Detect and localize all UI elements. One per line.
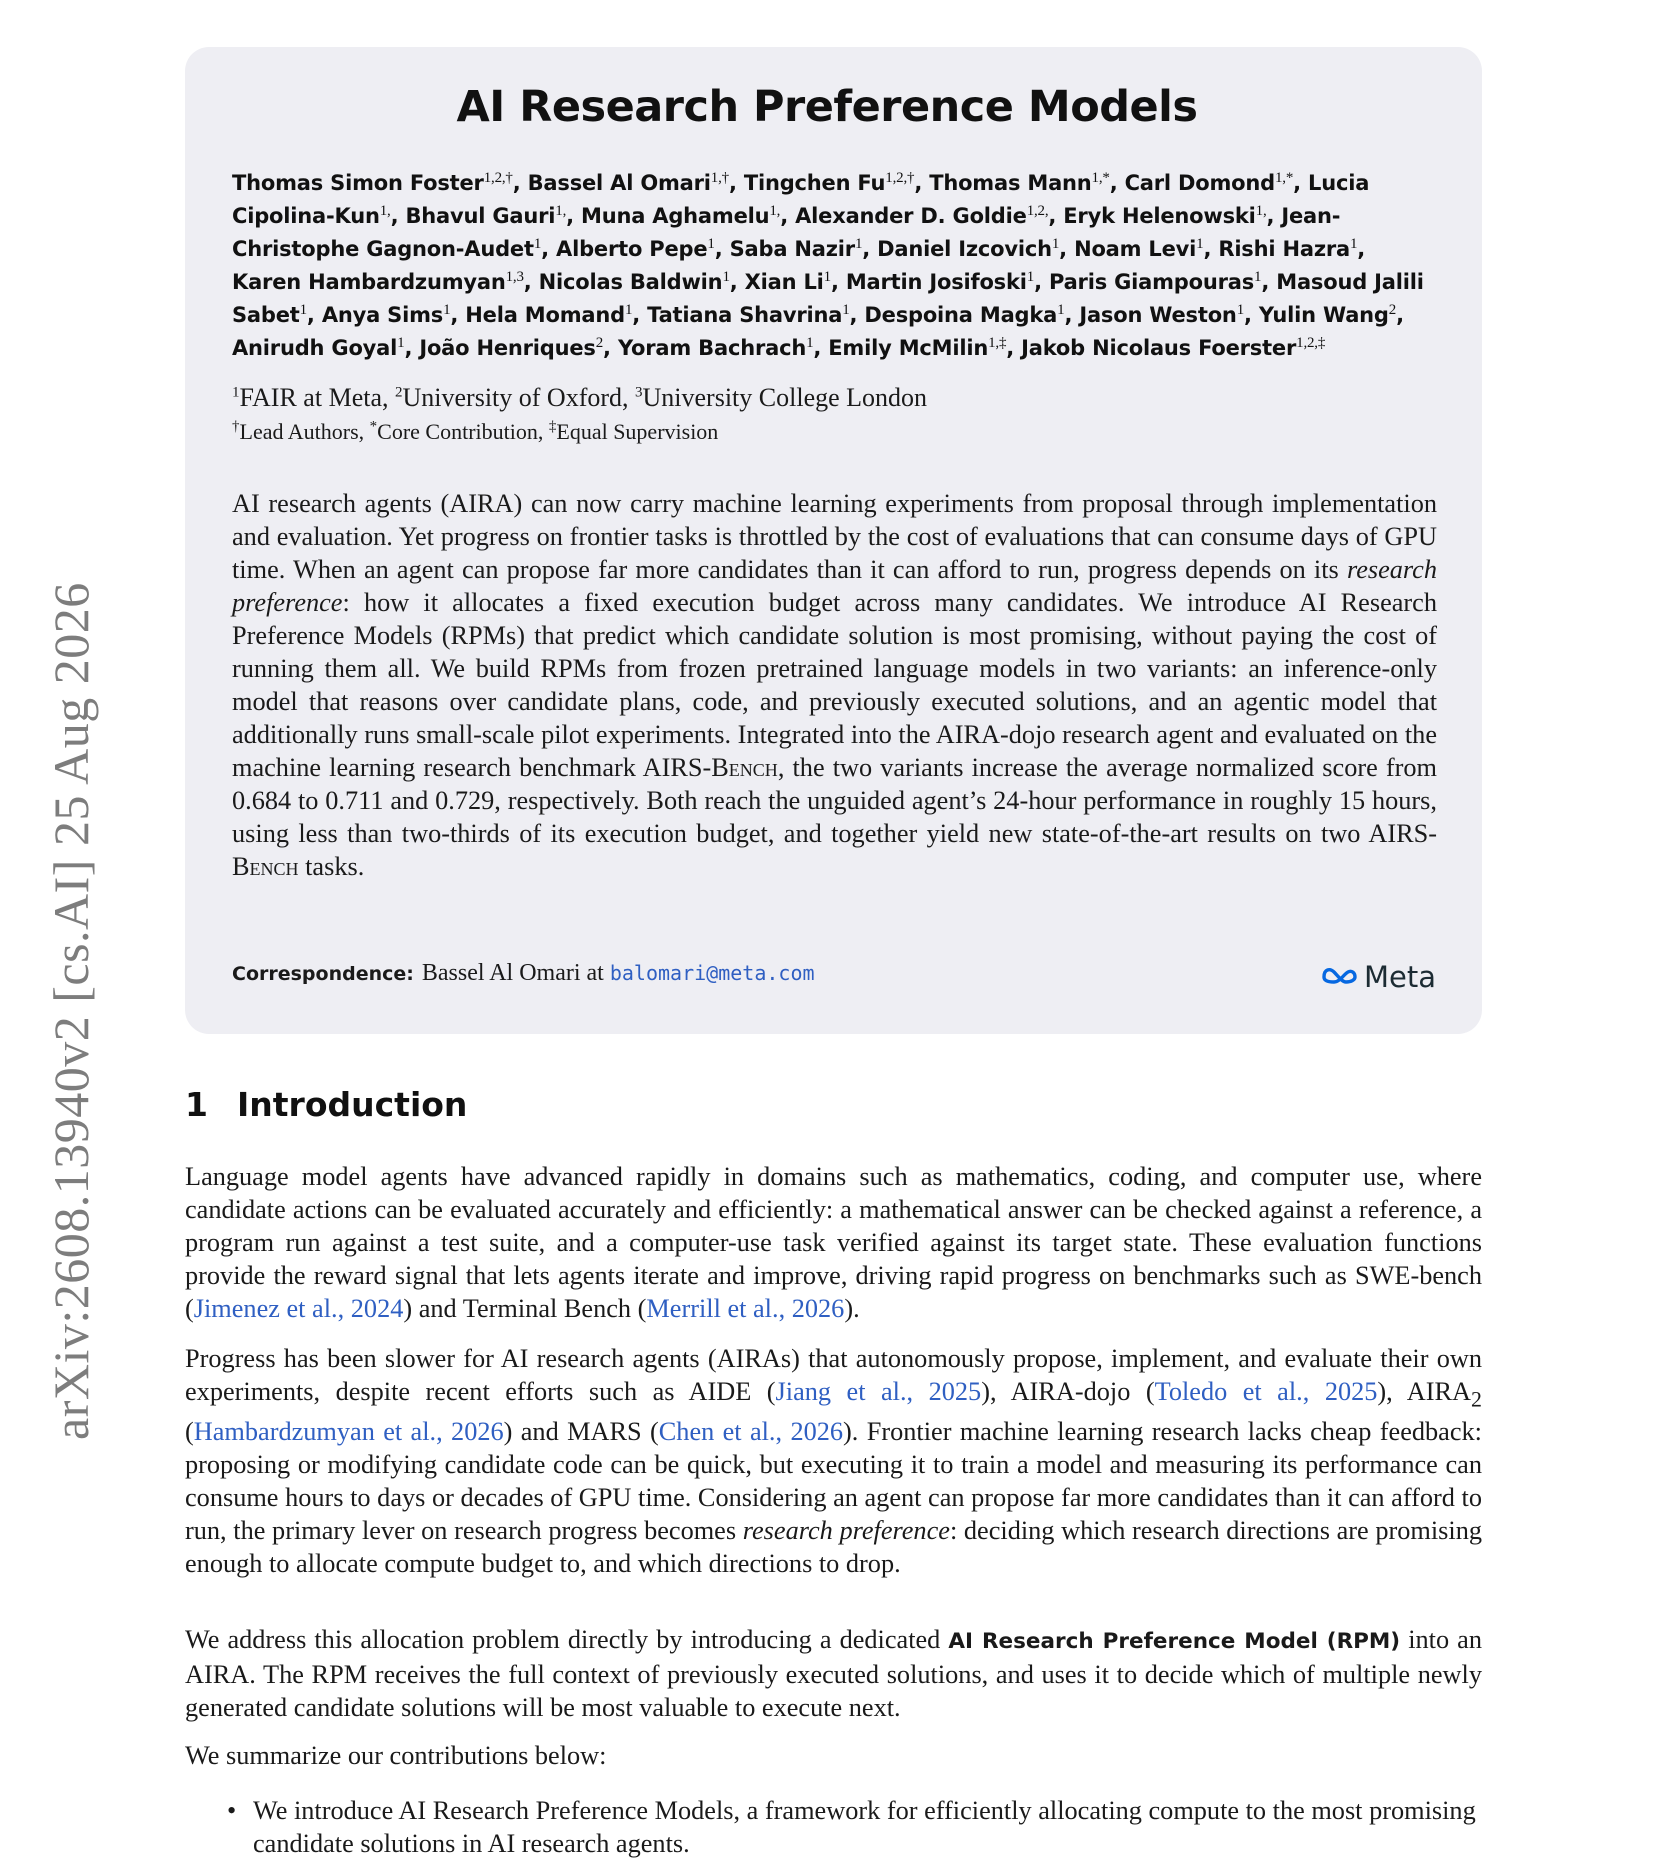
author-name: Jason Weston$^1$ [1079, 302, 1244, 327]
author-name: Karen Hambardzumyan$^{1,3}$ [232, 269, 524, 294]
author-name: Thomas Simon Foster$^{1,2,\dagger}$ [232, 170, 513, 195]
author-name: Xian Li$^1$ [744, 269, 831, 294]
correspondence-name: Bassel Al Omari at [421, 960, 604, 986]
correspondence [232, 960, 815, 987]
author-name: Emily McMilin$^{1,\ddagger}$ [828, 335, 1007, 360]
author-note-item: Equal Supervision [556, 419, 719, 444]
citation-link[interactable]: Chen et al., 2026 [658, 1417, 844, 1447]
author-name: Noam Levi$^1$ [1074, 236, 1204, 261]
section-heading-introduction: 1 Introduction [185, 1085, 468, 1124]
correspondence-email-link[interactable]: balomari@meta.com [609, 961, 815, 985]
intro-paragraph-4: We summarize our contributions below: [185, 1741, 607, 1770]
affiliation-item: FAIR at Meta [239, 383, 382, 412]
intro-paragraph-3: We address this allocation problem directly by introducing a dedicated AI Research Preference Model (RPM) into an AIRA. The RPM receives the full context of previously executed solutions, and uses it to decide which of multiple newly generated candidate solutions will be most valuable to execute next. [185, 1625, 1482, 1722]
author-name: Hela Momand$^1$ [465, 302, 633, 327]
author-name: Anirudh Goyal$^1$ [232, 335, 405, 360]
author-name: Carl Domond$^{1,*}$ [1124, 170, 1294, 195]
meta-logo [1320, 960, 1436, 994]
citation-link[interactable]: Hambardzumyan et al., 2026 [193, 1417, 504, 1447]
affiliations: $^1$FAIR at Meta, $^2$University of Oxford, $^3$University College London [232, 383, 928, 412]
author-note-item: Core Contribution [377, 419, 538, 444]
author-name: Daniel Izcovich$^1$ [877, 236, 1060, 261]
author-name: Muna Aghamelu$^{1,}$ [581, 203, 781, 228]
author-list: Thomas Simon Foster$^{1,2,\dagger}$, Bassel Al Omari$^{1,\dagger}$, Tingchen $Fu^{1,2,\dagger}$, Thomas Mann$^{1,*}$, Carl Domond$^{1,*}$, Lucia Cipolina-Kun$^{1,}$, Bhavul Gauri$^{1,}$, Muna Aghamelu$^{1,}$, Alexander D. Goldie$^{1,2,}$, Eryk Helenowski$^{1,}$, Jean-Christophe Gagnon-Audet$^1$, Alberto Pepe$^1$, Saba Nazir$^1$, Daniel Izcovich$^1$, Noam Levi$^1$, Rishi Hazra$^1$, Karen Hambardzumyan$^{1,3}$, Nicolas Baldwin$^1$, Xian Li$^1$, Martin Josifoski$^1$, Paris Giampouras$^1$, Masoud Jalili Sabet$^1$, Anya Sims$^1$, Hela Momand$^1$, Tatiana Shavrina$^1$, Despoina Magka$^1$, Jason Weston$^1$, Yulin Wang$^2$, Anirudh Goyal$^1$, João Henriques$^2$, Yoram Bachrach$^1$, Emily McMilin$^{1,\ddagger}$, Jakob Nicolaus Foerster$^{1,2,\ddagger}$ [232, 170, 1424, 360]
bullet-icon: • [227, 1796, 237, 1825]
author-name: Eryk Helenowski$^{1,}$ [1063, 203, 1267, 228]
author-name: Despoina Magka$^1$ [864, 302, 1065, 327]
author-note-item: Lead Authors [239, 419, 359, 444]
correspondence-label: Correspondence: [232, 963, 414, 985]
meta-infinity-icon [1320, 966, 1360, 988]
citation-link[interactable]: Toledo et al., 2025 [1154, 1377, 1378, 1406]
author-name: Alexander D. Goldie$^{1,2,}$ [795, 203, 1049, 228]
author-name: Thomas Mann$^{1,*}$ [929, 170, 1110, 195]
author-name: Paris Giampouras$^1$ [1048, 269, 1262, 294]
affiliation-item: University College London [642, 383, 928, 412]
author-name: João Henriques$^2$ [419, 335, 604, 360]
author-name: Bhavul Gauri$^{1,}$ [405, 203, 567, 228]
intro-paragraph-2: Progress has been slower for AI research agents (AIRAs) that autonomously propose, implement, and evaluate their own experiments, despite recent efforts such as AIDE (Jiang et al., 2025), AIRA-dojo (Toledo et al., 2025), $AIRA_2$ (Hambardzumyan et al., 2026) and MARS (Chen et al., 2026). Frontier machine learning research lacks cheap feedback: proposing or modifying candidate code can be quick, but executing it to train a model and measuring its performance can consume hours to days or decades of GPU time. Considering an agent can propose far more candidates than it can afford to run, the primary lever on research progress becomes research preference: deciding which research directions are promising enough to allocate compute budget to, and which directions to drop. [185, 1344, 1482, 1579]
author-name: Rishi Hazra$^1$ [1218, 236, 1358, 261]
author-name: Bassel Al Omari$^{1,\dagger}$ [527, 170, 729, 195]
affiliation-item: University of Oxford [402, 383, 623, 412]
abstract: AI research agents (AIRA) can now carry machine learning experiments from proposal through implementation and evaluation. Yet progress on frontier tasks is throttled by the cost of evaluations that can consume days of GPU time. When an agent can propose far more candidates than it can afford to run, progress depends on its research preference: how it allocates a fixed execution budget across many candidates. We introduce AI Research Preference Models (RPMs) that predict which candidate solution is most promising, without paying the cost of running them all. We build RPMs from frozen pretrained language models in two variants: an inference-only model that reasons over candidate plans, code, and previously executed solutions, and an agentic model that additionally runs small-scale pilot experiments. Integrated into the AIRA-dojo research agent and evaluated on the machine learning research benchmark AIRS-Bench, the two variants increase the average normalized score from 0.684 to 0.711 and 0.729, respectively. Both reach the unguided agent’s 24-hour performance in roughly 15 hours, using less than two-thirds of its execution budget, and together yield new state-of-the-art results on two AIRS-Bench tasks. [232, 489, 1437, 881]
list-item: • We introduce AI Research Preference Models, a framework for efficiently allocating compute to the most promising candidate solutions in AI research agents. [227, 1796, 1476, 1858]
author-name: Jakob Nicolaus Foerster$^{1,2,\ddagger}$ [1021, 335, 1326, 360]
meta-logo-text: Meta [1364, 960, 1437, 994]
author-name: Alberto Pepe$^1$ [556, 236, 715, 261]
author-notes: †Lead Authors, *Core Contribution, ‡Equal Supervision [232, 418, 719, 444]
author-name: Jean-Christophe Gagnon-Audet$^1$ [232, 204, 1341, 261]
citation-link[interactable]: Jiang et al., 2025 [775, 1377, 982, 1406]
paper-title: AI Research Preference Models [456, 82, 1198, 132]
author-name: Lucia Cipolina-Kun$^{1,}$ [232, 171, 1370, 228]
author-name: Yulin Wang$^2$ [1258, 302, 1397, 327]
citation-link[interactable]: Merrill et al., 2026 [646, 1294, 845, 1323]
author-name: Martin Josifoski$^1$ [845, 269, 1035, 294]
author-name: Masoud Jalili Sabet$^1$ [232, 270, 1424, 327]
author-name: Nicolas Baldwin$^1$ [538, 269, 730, 294]
contributions-list [225, 1794, 1482, 1860]
author-name: Anya Sims$^1$ [321, 302, 451, 327]
intro-paragraph-1: Language model agents have advanced rapidly in domains such as mathematics, coding, and computer use, where candidate actions can be evaluated accurately and efficiently: a mathematical answer can be checked against a reference, a program run against a test suite, and a computer-use task verified against its target state. These evaluation functions provide the reward signal that lets agents iterate and improve, driving rapid progress on benchmarks such as SWE-bench (Jimenez et al., 2024) and Terminal Bench (Merrill et al., 2026). [185, 1162, 1482, 1323]
author-name: Yoram Bachrach$^1$ [617, 335, 814, 360]
citation-link[interactable]: Jimenez et al., 2024 [193, 1294, 404, 1323]
arxiv-identifier-stamp: arXiv:2608.13940v2 [cs.AI] 25 Aug 2026 [43, 582, 99, 1440]
author-name: Tatiana Shavrina$^1$ [647, 302, 850, 327]
author-name: Saba Nazir$^1$ [729, 236, 863, 261]
author-name: Tingchen $Fu^{1,2,\dagger}$ [743, 170, 915, 195]
